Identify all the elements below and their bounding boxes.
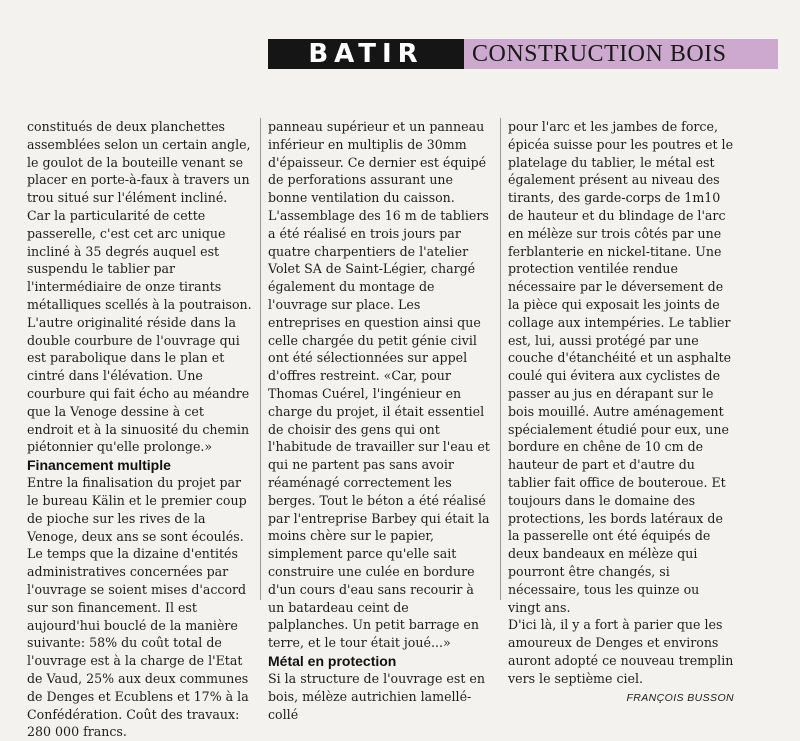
paragraph: D'ici là, il y a fort à parier que les amoureux de Denges et environs auront adopté ce nouveau tremplin vers le septième ciel.: [508, 617, 734, 686]
article-column-3: [508, 118, 734, 704]
column-divider: [500, 118, 501, 600]
subheading-metal: Métal en protection: [268, 652, 397, 669]
article-column-2: [268, 118, 492, 722]
paragraph: Entre la finalisation du projet par le bureau Kälin et le premier coup de pioche sur les rives de la Venoge, deux ans se sont écoulés. Le temps que la dizaine d'entités administratives concernées par l'ouvrage se soient mises d'accord sur son financement. Il est aujourd'hui bouclé de la manière suivante: 58% du coût total de l'ouvrage est à la charge de l'Etat de Vaud, 25% aux deux communes de Denges et Ecublens et 17% à la Confédération. Coût des travaux: 280 000 francs.: [27, 475, 249, 740]
paragraph: Si la structure de l'ouvrage est en bois, mélèze autrichien lamellé-collé: [268, 670, 485, 722]
section-title: CONSTRUCTION BOIS: [464, 39, 778, 69]
paragraph: constitués de deux planchettes assemblées selon un certain angle, le goulot de la bouteille venant se placer en porte-à-faux à travers un trou situé sur l'élément incliné. Car la particularité de cette passerelle, c'est cet arc unique incliné à 35 degrés auquel est suspendu le tablier par l'intermédiaire de onze tirants métalliques scellés à la poutraison. L'autre originalité réside dans la double courbure de l'ouvrage qui est parabolique dans le plan et cintré dans l'élévation. Une courbure qui fait écho au méandre que la Venoge dessine à cet endroit et à la sinuosité du chemin piétonnier qu'elle prolonge.»: [27, 119, 252, 455]
section-header: [268, 39, 778, 69]
paragraph: pour l'arc et les jambes de force, épicéa suisse pour les poutres et le platelage du tablier, le métal est également présent au niveau des tirants, des garde-corps de 1m10 de hauteur et du blindage de l'arc en mélèze sur trois côtés par une ferblanterie en nickel-titane. Une protection ventilée rendue nécessaire par le déversement de la pièce qui exposait les joints de collage aux intempéries. Le tablier est, lui, aussi protégé par une couche d'étanchéité et un asphalte coulé qui évitera aux cyclistes de passer au jus en dérapant sur le bois mouillé. Autre aménagement spécialement étudié pour eux, une bordure en chêne de 10 cm de hauteur de part et d'autre du tablier fait office de bouteroue. Et toujours dans le domaine des protections, les bords latéraux de la passerelle ont été équipés de deux bandeaux en mélèze qui pourront être changés, si nécessaire, tous les quinze ou vingt ans.: [508, 119, 734, 615]
paragraph: panneau supérieur et un panneau inférieur en multiplis de 30mm d'épaisseur. Ce dernier est équipé de perforations assurant une bonne ventilation du caisson. L'assemblage des 16 m de tabliers a été réalisé en trois jours par quatre charpentiers de l'atelier Volet SA de Saint-Légier, chargé également du montage de l'ouvrage sur place. Les entreprises en question ainsi que celle chargée du petit génie civil ont été sélectionnées sur appel d'offres restreint. «Car, pour Thomas Cuérel, l'ingénieur en charge du projet, il était essentiel de choisir des gens qui ont l'habitude de travailler sur l'eau et qui ne partent pas sans avoir réaménagé correctement les berges. Tout le béton a été réalisé par l'entreprise Barbey qui était la moins chère sur le papier, simplement parce qu'elle sait construire une culée en bordure d'un cours d'eau sans recourir à un batardeau ceint de palplanches. Un petit barrage en terre, et le tour était joué...»: [268, 119, 490, 651]
subheading-financement: Financement multiple: [27, 457, 171, 474]
author-signature: FRANÇOIS BUSSON: [626, 691, 734, 704]
magazine-section-brand: BATIR: [268, 39, 464, 69]
article-column-1: [27, 118, 254, 740]
column-divider: [260, 118, 261, 600]
